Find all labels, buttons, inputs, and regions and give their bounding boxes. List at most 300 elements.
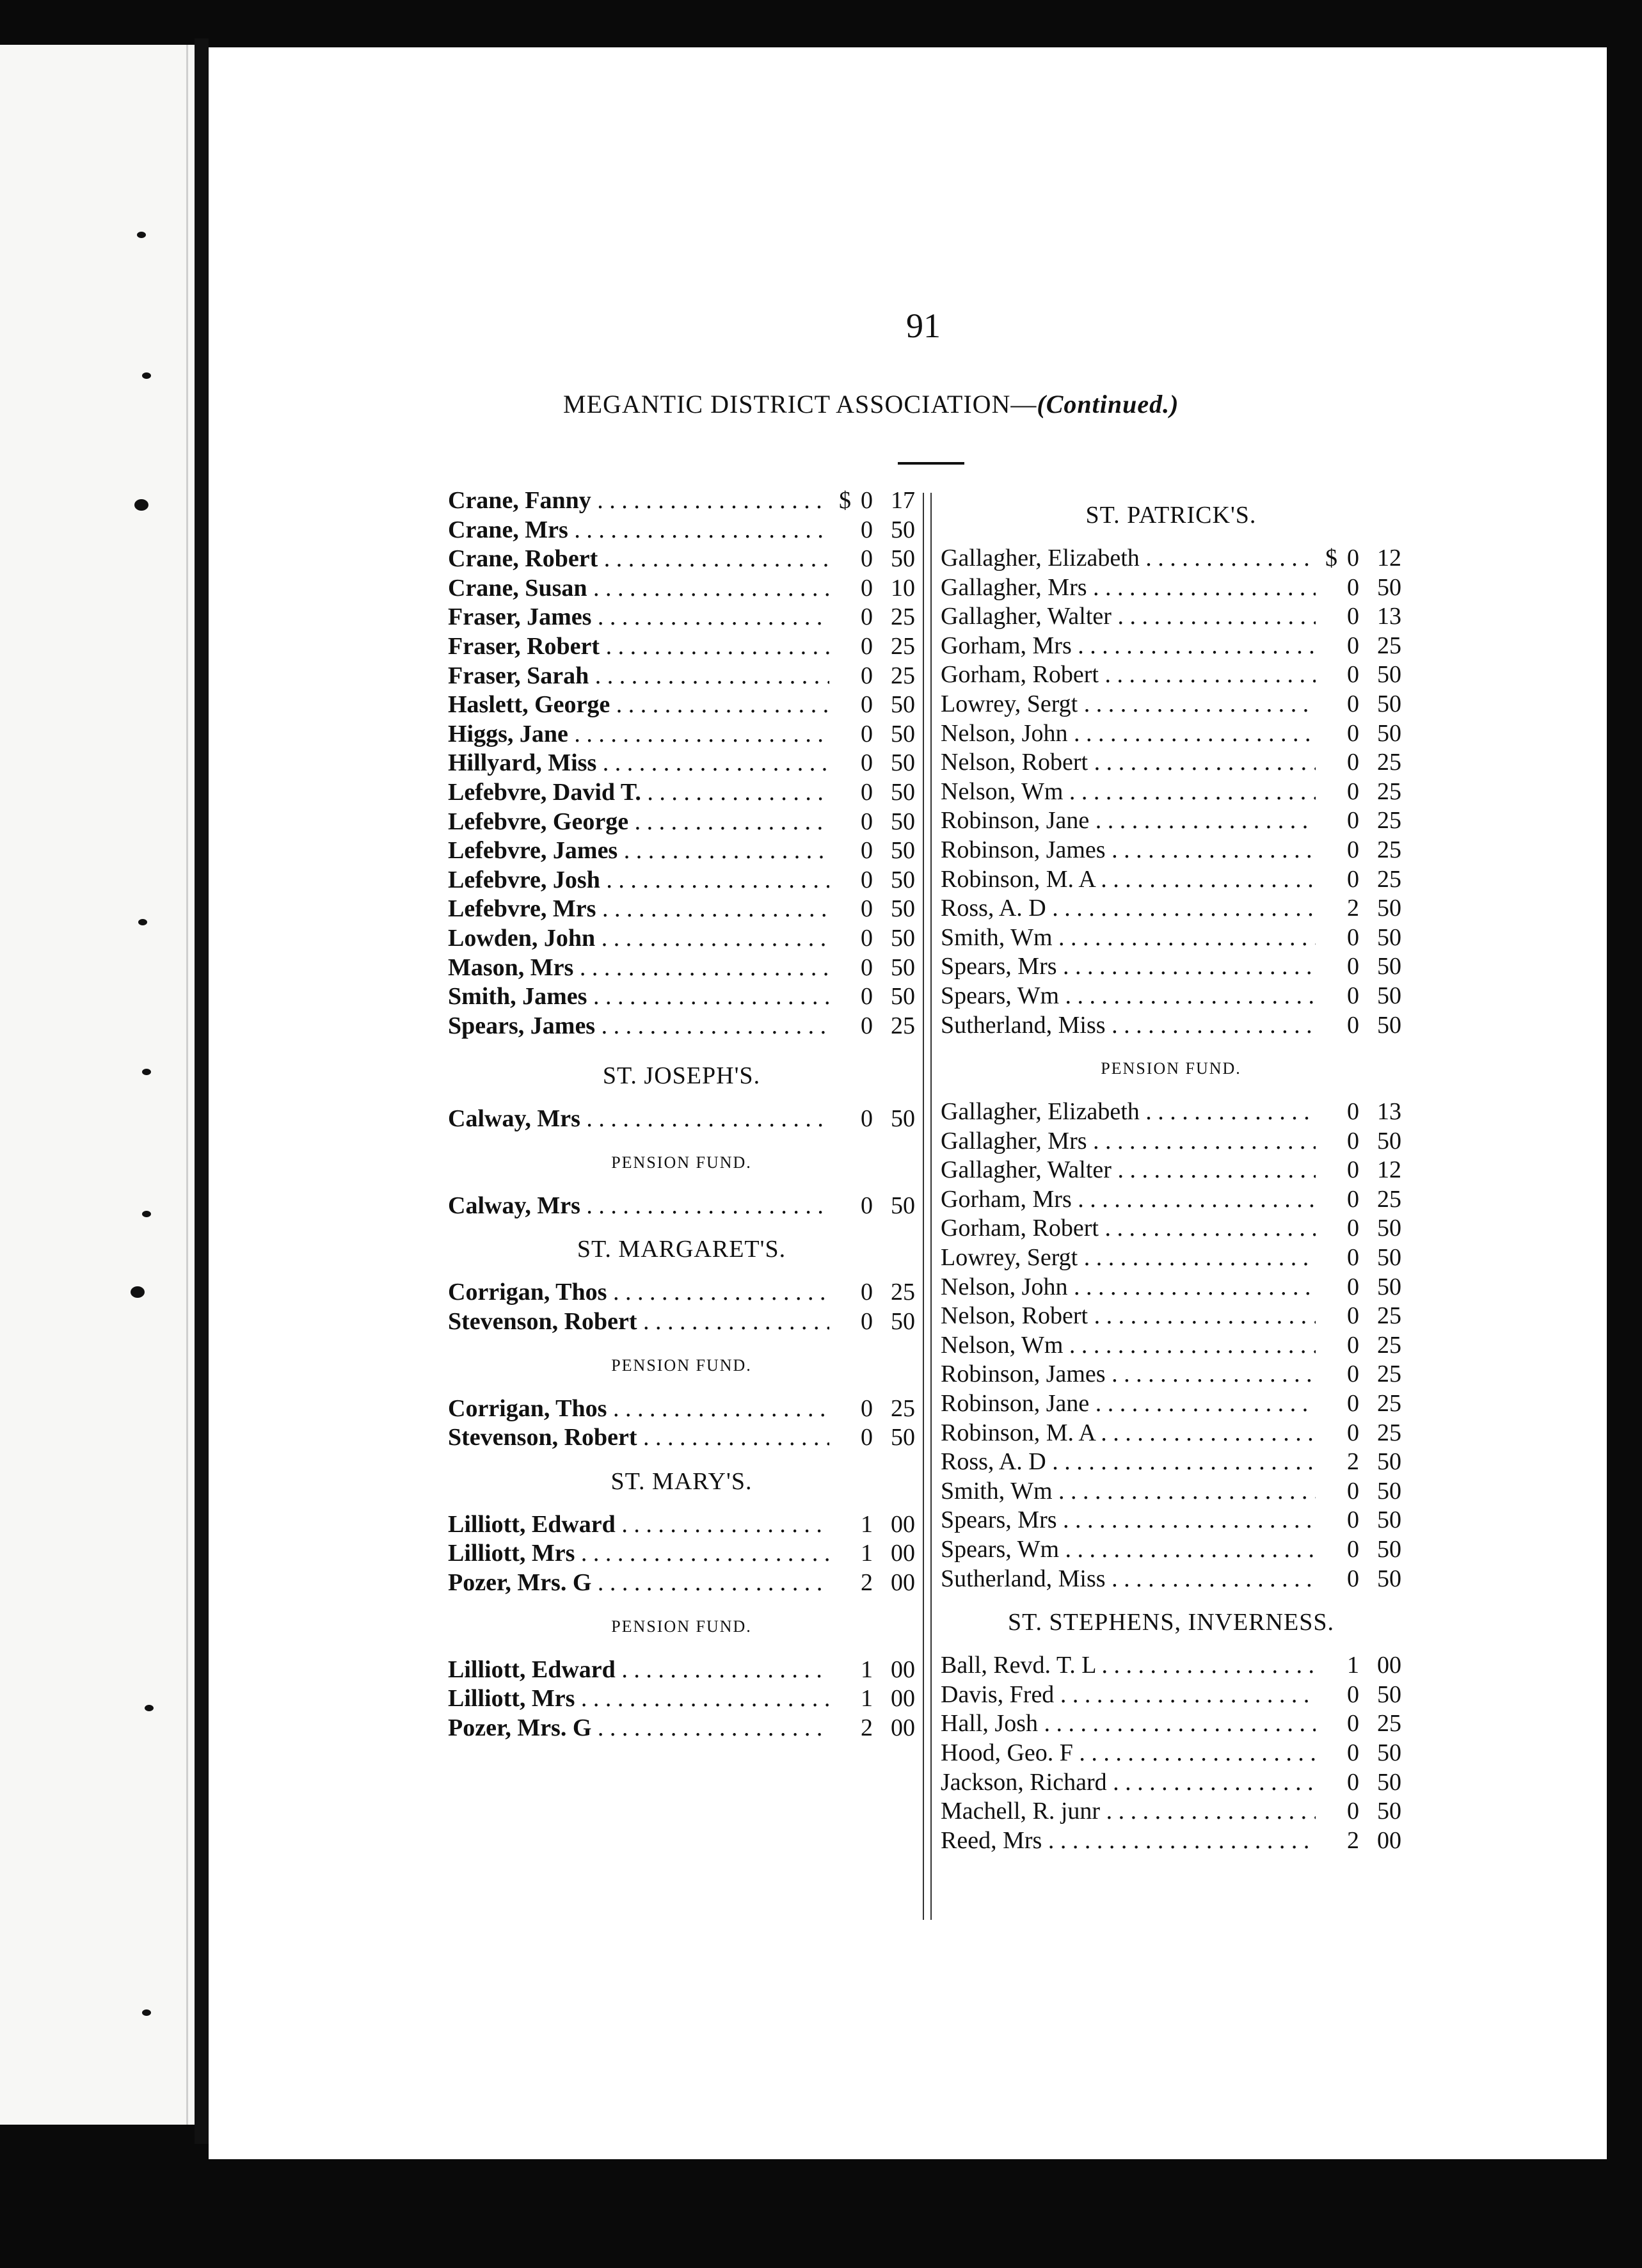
entry-name: Calway, Mrs . . . <box>448 1105 829 1134</box>
entry-cents: 50 <box>1377 1681 1401 1708</box>
entry-currency <box>1316 1739 1337 1768</box>
entry-name: Lefebvre, Mrs . . . <box>448 895 829 924</box>
entry-name: Davis, Fred . . . <box>941 1681 1316 1710</box>
pension-fund-heading: PENSION FUND. <box>1101 1059 1241 1078</box>
entry-dollars: 0 <box>861 778 873 806</box>
entry-cents: 50 <box>1377 1536 1401 1563</box>
entry-dollars: 0 <box>861 1012 873 1039</box>
entry-currency <box>829 603 851 632</box>
entry-currency <box>829 778 851 808</box>
entry-dollars: 0 <box>1347 1098 1359 1126</box>
entry-cents: 50 <box>891 1424 915 1451</box>
list-item <box>941 1535 1401 1565</box>
entry-dollars: 0 <box>861 632 873 660</box>
entry-currency <box>829 545 851 574</box>
list-item <box>941 1797 1401 1826</box>
entry-cents: 50 <box>891 895 915 923</box>
entry-currency <box>829 1394 851 1424</box>
entry-cents: 50 <box>1377 953 1401 980</box>
entry-dollars: 0 <box>1347 1536 1359 1563</box>
entry-name: Stevenson, Robert . . . <box>448 1307 829 1337</box>
entry-name: Gorham, Mrs . . . <box>941 1185 1316 1215</box>
entry-currency <box>1316 1127 1337 1156</box>
entry-currency <box>1316 1011 1337 1041</box>
entry-dollars: 0 <box>1347 778 1359 805</box>
entry-cents: 00 <box>891 1569 915 1597</box>
entry-cents: 00 <box>891 1714 915 1741</box>
entry-currency <box>1316 1709 1337 1739</box>
entry-dollars: 2 <box>861 1714 873 1741</box>
list-item <box>448 1278 915 1307</box>
entry-dollars: 0 <box>1347 1331 1359 1359</box>
entry-cents: 25 <box>891 1012 915 1039</box>
list-item <box>941 1243 1401 1273</box>
entry-dollars: 0 <box>1347 953 1359 980</box>
column-divider <box>923 493 932 1920</box>
list-item <box>448 1012 915 1041</box>
entry-cents: 50 <box>891 924 915 952</box>
entry-cents: 50 <box>1377 1215 1401 1242</box>
page-title-text: MEGANTIC DISTRICT ASSOCIATION— <box>563 390 1037 419</box>
list-item <box>941 1506 1401 1535</box>
list-item <box>448 982 915 1012</box>
entry-cents: 25 <box>1377 778 1401 805</box>
entry-dollars: 0 <box>861 866 873 893</box>
entry-name: Nelson, Robert . . . <box>941 1302 1316 1331</box>
entry-cents: 50 <box>1377 690 1401 717</box>
entry-dollars: 0 <box>861 837 873 865</box>
entry-dollars: 0 <box>861 954 873 981</box>
entry-currency <box>829 632 851 662</box>
list-item <box>941 982 1401 1011</box>
entry-cents: 25 <box>1377 1361 1401 1388</box>
list-item <box>941 573 1401 603</box>
entry-currency <box>829 1105 851 1134</box>
list-item <box>448 954 915 983</box>
entry-dollars: 0 <box>1347 1477 1359 1505</box>
entry-name: Gallagher, Elizabeth . . . <box>941 544 1316 573</box>
entry-dollars: 0 <box>1347 923 1359 951</box>
entry-name: Gallagher, Mrs . . . <box>941 573 1316 603</box>
entry-name: Crane, Fanny . . . <box>448 486 829 516</box>
left-column <box>448 486 915 1743</box>
list-item <box>448 836 915 866</box>
list-item <box>448 1656 915 1685</box>
entry-name: Gallagher, Walter . . . <box>941 602 1316 632</box>
entry-currency <box>1316 952 1337 982</box>
list-item <box>448 866 915 895</box>
entry-cents: 50 <box>891 954 915 981</box>
entry-cents: 13 <box>1377 1098 1401 1126</box>
entry-cents: 50 <box>891 778 915 806</box>
entry-cents: 50 <box>891 1105 915 1133</box>
list-item <box>448 720 915 749</box>
entry-name: Robinson, M. A . . . <box>941 865 1316 895</box>
entry-currency <box>829 1510 851 1540</box>
section-heading: ST. MARY'S. <box>610 1467 753 1495</box>
entry-dollars: 0 <box>1347 632 1359 659</box>
entry-cents: 25 <box>1377 749 1401 776</box>
entry-name: Gallagher, Elizabeth . . . <box>941 1098 1316 1127</box>
entry-name: Crane, Robert . . . <box>448 545 829 574</box>
entry-dollars: 0 <box>1347 545 1359 571</box>
entry-dollars: 0 <box>1347 1244 1359 1272</box>
entry-currency <box>1316 1477 1337 1506</box>
entry-dollars: 0 <box>861 983 873 1010</box>
book-gutter <box>195 38 209 2144</box>
entry-name: Crane, Susan . . . <box>448 574 829 603</box>
entry-currency <box>829 691 851 720</box>
entry-name: Robinson, Jane . . . <box>941 806 1316 836</box>
list-item <box>941 1389 1401 1419</box>
entry-dollars: 0 <box>861 1424 873 1451</box>
entry-dollars: 0 <box>861 749 873 777</box>
entry-cents: 50 <box>1377 1273 1401 1300</box>
entry-currency <box>1316 836 1337 865</box>
entry-dollars: 0 <box>861 720 873 747</box>
entry-currency <box>829 808 851 837</box>
entry-currency <box>1316 1360 1337 1389</box>
entry-dollars: 0 <box>1347 807 1359 835</box>
list-item <box>941 1477 1401 1506</box>
entry-name: Ball, Revd. T. L . . . <box>941 1651 1316 1681</box>
entry-dollars: 0 <box>861 924 873 952</box>
list-item <box>448 1510 915 1540</box>
list-item <box>448 1684 915 1714</box>
entry-dollars: 0 <box>1347 1361 1359 1388</box>
entry-name: Mason, Mrs . . . <box>448 954 829 983</box>
entry-currency <box>829 1192 851 1221</box>
list-item <box>941 952 1401 982</box>
entry-name: Gallagher, Walter . . . <box>941 1156 1316 1185</box>
entry-name: Nelson, John . . . <box>941 1273 1316 1302</box>
entry-currency <box>1316 982 1337 1011</box>
entry-cents: 12 <box>1377 1156 1401 1184</box>
entry-dollars: 0 <box>861 1308 873 1336</box>
entry-cents: 50 <box>891 749 915 777</box>
list-item <box>941 1011 1401 1041</box>
entry-name: Lilliott, Mrs . . . <box>448 1684 829 1714</box>
entry-cents: 50 <box>891 808 915 835</box>
list-item <box>448 516 915 545</box>
entry-currency <box>1316 1389 1337 1419</box>
list-item <box>448 486 915 516</box>
entry-dollars: 0 <box>1347 1419 1359 1446</box>
entry-currency <box>1316 1681 1337 1710</box>
entry-currency <box>1316 1768 1337 1798</box>
entry-dollars: 0 <box>861 1279 873 1306</box>
entry-name: Lilliott, Mrs . . . <box>448 1539 829 1569</box>
entry-name: Nelson, Robert . . . <box>941 748 1316 778</box>
entry-cents: 10 <box>891 574 915 602</box>
entry-currency <box>1316 1185 1337 1215</box>
list-item <box>448 1105 915 1134</box>
entry-name: Spears, Mrs . . . <box>941 1506 1316 1535</box>
entry-cents: 50 <box>891 545 915 573</box>
list-item <box>448 632 915 662</box>
entry-currency <box>1316 1302 1337 1331</box>
entry-name: Lefebvre, Josh . . . <box>448 866 829 895</box>
entry-cents: 25 <box>891 632 915 660</box>
entry-name: Crane, Mrs . . . <box>448 516 829 545</box>
entry-cents: 50 <box>1377 1768 1401 1796</box>
list-item <box>941 1681 1401 1710</box>
entry-dollars: 0 <box>1347 1565 1359 1592</box>
entry-currency <box>829 1012 851 1041</box>
entry-name: Stevenson, Robert . . . <box>448 1423 829 1453</box>
entry-currency <box>1316 865 1337 895</box>
entry-cents: 50 <box>891 983 915 1010</box>
entry-dollars: 0 <box>1347 1215 1359 1242</box>
pension-fund-heading: PENSION FUND. <box>611 1617 752 1636</box>
page-number: 91 <box>906 307 941 345</box>
entry-dollars: 0 <box>861 895 873 923</box>
list-item <box>941 1651 1401 1681</box>
entry-cents: 17 <box>891 487 915 514</box>
margin-speck <box>145 1705 154 1711</box>
entry-name: Haslett, George . . . <box>448 691 829 720</box>
entry-name: Machell, R. junr . . . <box>941 1797 1316 1826</box>
list-item <box>448 1192 915 1221</box>
entry-name: Gorham, Mrs . . . <box>941 632 1316 661</box>
entry-name: Lefebvre, James . . . <box>448 836 829 866</box>
entry-currency <box>1316 1535 1337 1565</box>
margin-speck <box>142 2009 151 2016</box>
entry-currency <box>1316 1331 1337 1361</box>
entry-cents: 25 <box>1377 1390 1401 1418</box>
entry-cents: 50 <box>1377 1127 1401 1154</box>
entry-name: Gorham, Robert . . . <box>941 660 1316 690</box>
entry-cents: 50 <box>1377 982 1401 1009</box>
entry-dollars: 0 <box>861 808 873 835</box>
section-heading: ST. PATRICK'S. <box>1085 502 1257 529</box>
entry-currency <box>1316 1448 1337 1477</box>
entry-currency <box>1316 1214 1337 1243</box>
entry-dollars: 0 <box>861 574 873 602</box>
entry-currency <box>829 982 851 1012</box>
list-item <box>448 603 915 632</box>
entry-cents: 50 <box>1377 1798 1401 1825</box>
list-item <box>941 1214 1401 1243</box>
entry-name: Reed, Mrs . . . <box>941 1826 1316 1856</box>
entry-cents: 00 <box>891 1685 915 1713</box>
entry-currency <box>1316 602 1337 632</box>
entry-currency <box>829 1539 851 1569</box>
entry-dollars: 0 <box>1347 690 1359 717</box>
entry-dollars: 0 <box>1347 865 1359 893</box>
entry-dollars: 0 <box>1347 1739 1359 1766</box>
entry-currency <box>829 574 851 603</box>
entry-currency <box>1316 1419 1337 1448</box>
entry-dollars: 0 <box>861 516 873 543</box>
entry-currency: $ <box>1325 545 1337 571</box>
entry-currency <box>829 836 851 866</box>
list-item <box>941 836 1401 865</box>
entry-dollars: 1 <box>861 1685 873 1713</box>
margin-speck <box>138 919 147 925</box>
list-item <box>448 924 915 954</box>
list-item <box>941 1739 1401 1768</box>
list-item <box>941 1565 1401 1594</box>
entry-cents: 13 <box>1377 603 1401 630</box>
entry-name: Pozer, Mrs. G . . . <box>448 1569 829 1598</box>
entry-dollars: 0 <box>861 1192 873 1219</box>
entry-name: Robinson, M. A . . . <box>941 1419 1316 1448</box>
list-item <box>448 1394 915 1424</box>
entry-name: Fraser, Sarah . . . <box>448 662 829 691</box>
list-item <box>941 806 1401 836</box>
entry-name: Fraser, James . . . <box>448 603 829 632</box>
entry-dollars: 0 <box>861 662 873 689</box>
entry-cents: 25 <box>1377 865 1401 893</box>
entry-name: Lefebvre, George . . . <box>448 808 829 837</box>
entry-name: Fraser, Robert . . . <box>448 632 829 662</box>
list-item <box>448 1307 915 1337</box>
entry-cents: 25 <box>1377 807 1401 835</box>
entry-currency <box>829 1307 851 1337</box>
entry-name: Smith, James . . . <box>448 982 829 1012</box>
entry-name: Higgs, Jane . . . <box>448 720 829 749</box>
entry-cents: 00 <box>1377 1826 1401 1854</box>
entry-currency <box>829 516 851 545</box>
list-item <box>448 545 915 574</box>
entry-name: Spears, Wm . . . <box>941 982 1316 1011</box>
entry-name: Ross, A. D . . . <box>941 894 1316 923</box>
entry-cents: 50 <box>1377 1448 1401 1476</box>
entry-dollars: 0 <box>861 603 873 631</box>
entry-name: Sutherland, Miss . . . <box>941 1565 1316 1594</box>
entry-dollars: 1 <box>861 1510 873 1538</box>
list-item <box>941 1768 1401 1798</box>
entry-name: Robinson, James . . . <box>941 836 1316 865</box>
entry-name: Smith, Wm . . . <box>941 1477 1316 1506</box>
entry-cents: 00 <box>891 1656 915 1683</box>
entry-cents: 25 <box>1377 1419 1401 1446</box>
entry-cents: 25 <box>1377 1331 1401 1359</box>
entry-currency <box>829 1714 851 1743</box>
entry-name: Hood, Geo. F . . . <box>941 1739 1316 1768</box>
entry-cents: 25 <box>1377 1710 1401 1737</box>
entry-dollars: 0 <box>1347 749 1359 776</box>
entry-dollars: 2 <box>1347 895 1359 922</box>
list-item <box>941 1448 1401 1477</box>
entry-cents: 25 <box>1377 632 1401 659</box>
entry-dollars: 0 <box>1347 603 1359 630</box>
entry-name: Spears, James . . . <box>448 1012 829 1041</box>
margin-speck <box>131 1286 145 1298</box>
entry-currency <box>829 662 851 691</box>
entry-name: Nelson, John . . . <box>941 719 1316 749</box>
entry-cents: 50 <box>1377 719 1401 747</box>
entry-dollars: 0 <box>1347 982 1359 1009</box>
entry-cents: 25 <box>1377 1185 1401 1213</box>
entry-currency <box>1316 1565 1337 1594</box>
entry-cents: 00 <box>891 1540 915 1567</box>
entry-currency <box>1316 1273 1337 1302</box>
entry-cents: 25 <box>891 1394 915 1422</box>
section-heading: ST. MARGARET'S. <box>577 1236 786 1263</box>
entry-name: Lowrey, Sergt . . . <box>941 690 1316 719</box>
list-item <box>941 1331 1401 1361</box>
list-item <box>941 1273 1401 1302</box>
list-item <box>941 1360 1401 1389</box>
entry-name: Lilliott, Edward . . . <box>448 1656 829 1685</box>
list-item <box>448 895 915 924</box>
entry-name: Nelson, Wm . . . <box>941 778 1316 807</box>
entry-currency <box>1316 1156 1337 1185</box>
entry-currency <box>829 720 851 749</box>
entry-name: Smith, Wm . . . <box>941 923 1316 953</box>
page-title <box>563 389 1395 419</box>
entry-dollars: 0 <box>1347 1273 1359 1300</box>
margin-speck <box>142 372 151 379</box>
entry-currency <box>1316 1506 1337 1535</box>
list-item <box>448 1539 915 1569</box>
entry-name: Robinson, Jane . . . <box>941 1389 1316 1419</box>
entry-currency <box>1316 894 1337 923</box>
entry-cents: 12 <box>1377 545 1401 571</box>
entry-currency: $ <box>839 487 851 514</box>
list-item <box>941 1302 1401 1331</box>
entry-dollars: 0 <box>1347 719 1359 747</box>
margin-speck <box>142 1069 151 1075</box>
entry-currency <box>829 1278 851 1307</box>
entry-name: Sutherland, Miss . . . <box>941 1011 1316 1041</box>
entry-cents: 25 <box>1377 836 1401 863</box>
entry-name: Lowrey, Sergt . . . <box>941 1243 1316 1273</box>
entry-dollars: 0 <box>861 487 873 514</box>
list-item <box>941 1826 1401 1856</box>
list-item <box>941 894 1401 923</box>
entry-dollars: 0 <box>1347 1710 1359 1737</box>
entry-currency <box>829 954 851 983</box>
entry-name: Spears, Wm . . . <box>941 1535 1316 1565</box>
entry-name: Hall, Josh . . . <box>941 1709 1316 1739</box>
list-item <box>448 1714 915 1743</box>
entry-dollars: 0 <box>1347 661 1359 689</box>
list-item <box>448 1423 915 1453</box>
list-item <box>448 662 915 691</box>
entry-currency <box>829 895 851 924</box>
entry-name: Corrigan, Thos . . . <box>448 1278 829 1307</box>
entry-name: Jackson, Richard . . . <box>941 1768 1316 1798</box>
entry-cents: 25 <box>891 1279 915 1306</box>
entry-name: Lefebvre, David T. . . . <box>448 778 829 808</box>
list-item <box>941 1098 1401 1127</box>
list-item <box>941 1419 1401 1448</box>
entry-cents: 50 <box>1377 661 1401 689</box>
previous-page-edge <box>0 45 195 2125</box>
entry-currency <box>829 924 851 954</box>
entry-dollars: 2 <box>861 1569 873 1597</box>
entry-name: Lowden, John . . . <box>448 924 829 954</box>
title-rule <box>898 462 964 465</box>
entry-dollars: 0 <box>1347 573 1359 601</box>
entry-cents: 50 <box>891 1192 915 1219</box>
entry-cents: 50 <box>891 1308 915 1336</box>
entry-cents: 50 <box>1377 1506 1401 1534</box>
margin-speck <box>142 1211 151 1217</box>
entry-dollars: 0 <box>1347 1156 1359 1184</box>
list-item <box>941 865 1401 895</box>
list-item <box>448 1569 915 1598</box>
page-title-continued: (Continued.) <box>1037 390 1179 419</box>
list-item <box>941 632 1401 661</box>
entry-currency <box>829 1656 851 1685</box>
entry-cents: 00 <box>1377 1652 1401 1679</box>
list-item <box>941 748 1401 778</box>
list-item <box>941 602 1401 632</box>
